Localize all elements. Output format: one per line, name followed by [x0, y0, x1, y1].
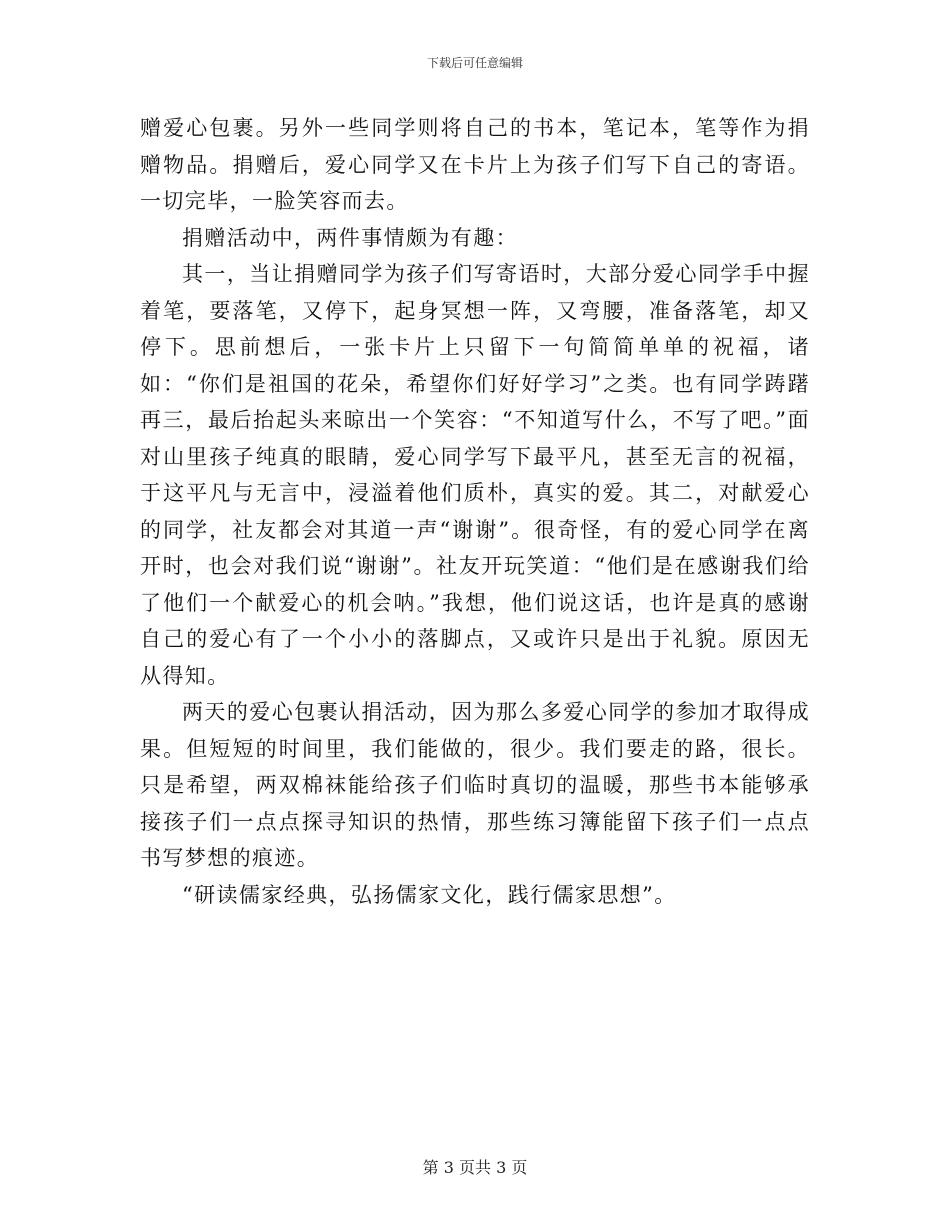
document-body [140, 110, 810, 913]
page-number: 第 3 页共 3 页 [422, 1158, 528, 1177]
paragraph: 两天的爱心包裹认捐活动，因为那么多爱心同学的参加才取得成果。但短短的时间里，我们能做的，很少。我们要走的路，很长。只是希望，两双棉袜能给孩子们临时真切的温暖，那些书本能够承接孩子们一点点探寻知识的热情，那些练习簿能留下孩子们一点点书写梦想的痕迹。 [140, 700, 810, 870]
paragraph: 其一，当让捐赠同学为孩子们写寄语时，大部分爱心同学手中握着笔，要落笔，又停下，起身冥想一阵，又弯腰，准备落笔，却又停下。思前想后，一张卡片上只留下一句简简单单的祝福，诸如：“你们是祖国的花朵，希望你们好好学习”之类。也有同学踌躇再三，最后抬起头来晾出一个笑容：“不知道写什么，不写了吧。”面对山里孩子纯真的眼睛，爱心同学写下最平凡，甚至无言的祝福，于这平凡与无言中，浸溢着他们质朴，真实的爱。其二，对献爱心的同学，社友都会对其道一声“谢谢”。很奇怪，有的爱心同学在离开时，也会对我们说“谢谢”。社友开玩笑道：“他们是在感谢我们给了他们一个献爱心的机会呐。”我想，他们说这话，也许是真的感谢自己的爱心有了一个小小的落脚点，又或许只是出于礼貌。原因无从得知。 [140, 262, 810, 688]
paragraph-motto: “研读儒家经典，弘扬儒家文化，践行儒家思想”。 [182, 882, 677, 907]
page-header-note: 下载后可任意编辑 [426, 56, 523, 70]
paragraph: 捐赠活动中，两件事情颇为有趣： [182, 225, 518, 250]
paragraph-continued: 赠爱心包裹。另外一些同学则将自己的书本，笔记本，笔等作为捐赠物品。捐赠后，爱心同学又在卡片上为孩子们写下自己的寄语。一切完毕，一脸笑容而去。 [140, 116, 810, 213]
